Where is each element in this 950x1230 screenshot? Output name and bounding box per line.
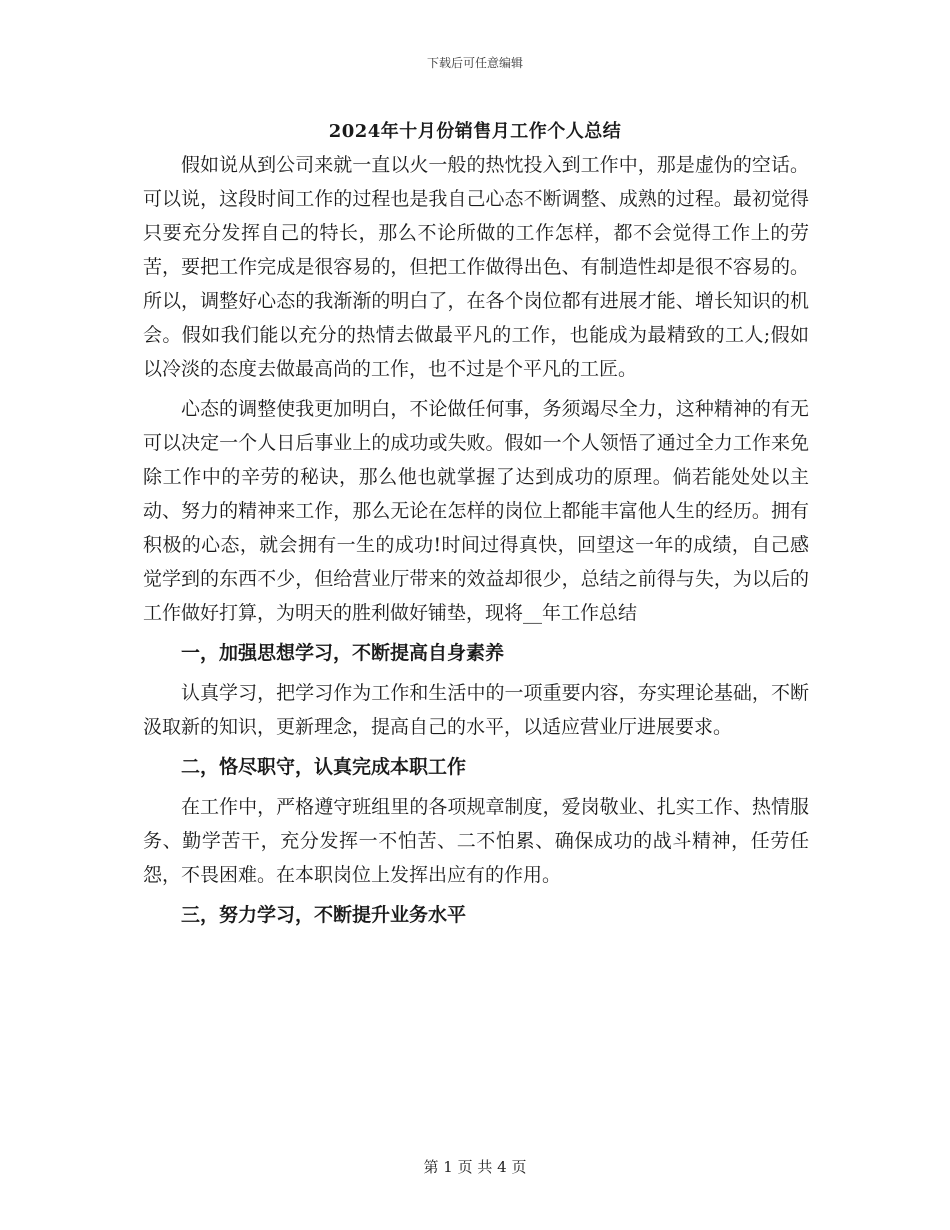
page-header-note: 下载后可任意编辑: [426, 56, 523, 70]
intro-paragraph: 假如说从到公司来就一直以火一般的热忱投入到工作中，那是虚伪的空话。可以说，这段时间工作的过程也是我自己心态不断调整、成熟的过程。最初觉得只要充分发挥自己的特长，那么不论所做的工作怎样，都不会觉得工作上的劳苦，要把工作完成是很容易的，但把工作做得出色、有制造性却是很不容易的。所以，调整好心态的我渐渐的明白了，在各个岗位都有进展才能、增长知识的机会。假如我们能以充分的热情去做最平凡的工作，也能成为最精致的工人;假如以冷淡的态度去做最高尚的工作，也不过是个平凡的工匠。: [143, 154, 809, 380]
mindset-paragraph: 心态的调整使我更加明白，不论做任何事，务须竭尽全力，这种精神的有无可以决定一个人日后事业上的成功或失败。假如一个人领悟了通过全力工作来免除工作中的辛劳的秘诀，那么他也就掌握了达到成功的原理。倘若能处处以主动、努力的精神来工作，那么无论在怎样的岗位上都能丰富他人生的经历。拥有积极的心态，就会拥有一生的成功!时间过得真快，回望这一年的成绩，自己感觉学到的东西不少，但给营业厅带来的效益却很少，总结之前得与失，为以后的工作做好打算，为明天的胜利做好铺垫，现将__年工作总结: [143, 398, 809, 624]
section-heading-1: 一，加强思想学习，不断提高自身素养: [181, 642, 505, 664]
page-number-footer: 第 1 页 共 4 页: [423, 1158, 527, 1176]
section-heading-3: 三，努力学习，不断提升业务水平: [181, 904, 467, 926]
section-paragraph-2: 在工作中，严格遵守班组里的各项规章制度，爱岗敬业、扎实工作、热情服务、勤学苦干，充分发挥一不怕苦、二不怕累、确保成功的战斗精神，任劳任怨，不畏困难。在本职岗位上发挥出应有的作用。: [143, 796, 809, 886]
section-paragraph-1: 认真学习，把学习作为工作和生活中的一项重要内容，夯实理论基础，不断汲取新的知识，更新理念，提高自己的水平，以适应营业厅进展要求。: [143, 682, 809, 738]
document-title: 2024年十月份销售月工作个人总结: [328, 121, 622, 142]
document-body: [143, 148, 809, 938]
section-heading-2: 二，恪尽职守，认真完成本职工作: [181, 756, 467, 778]
